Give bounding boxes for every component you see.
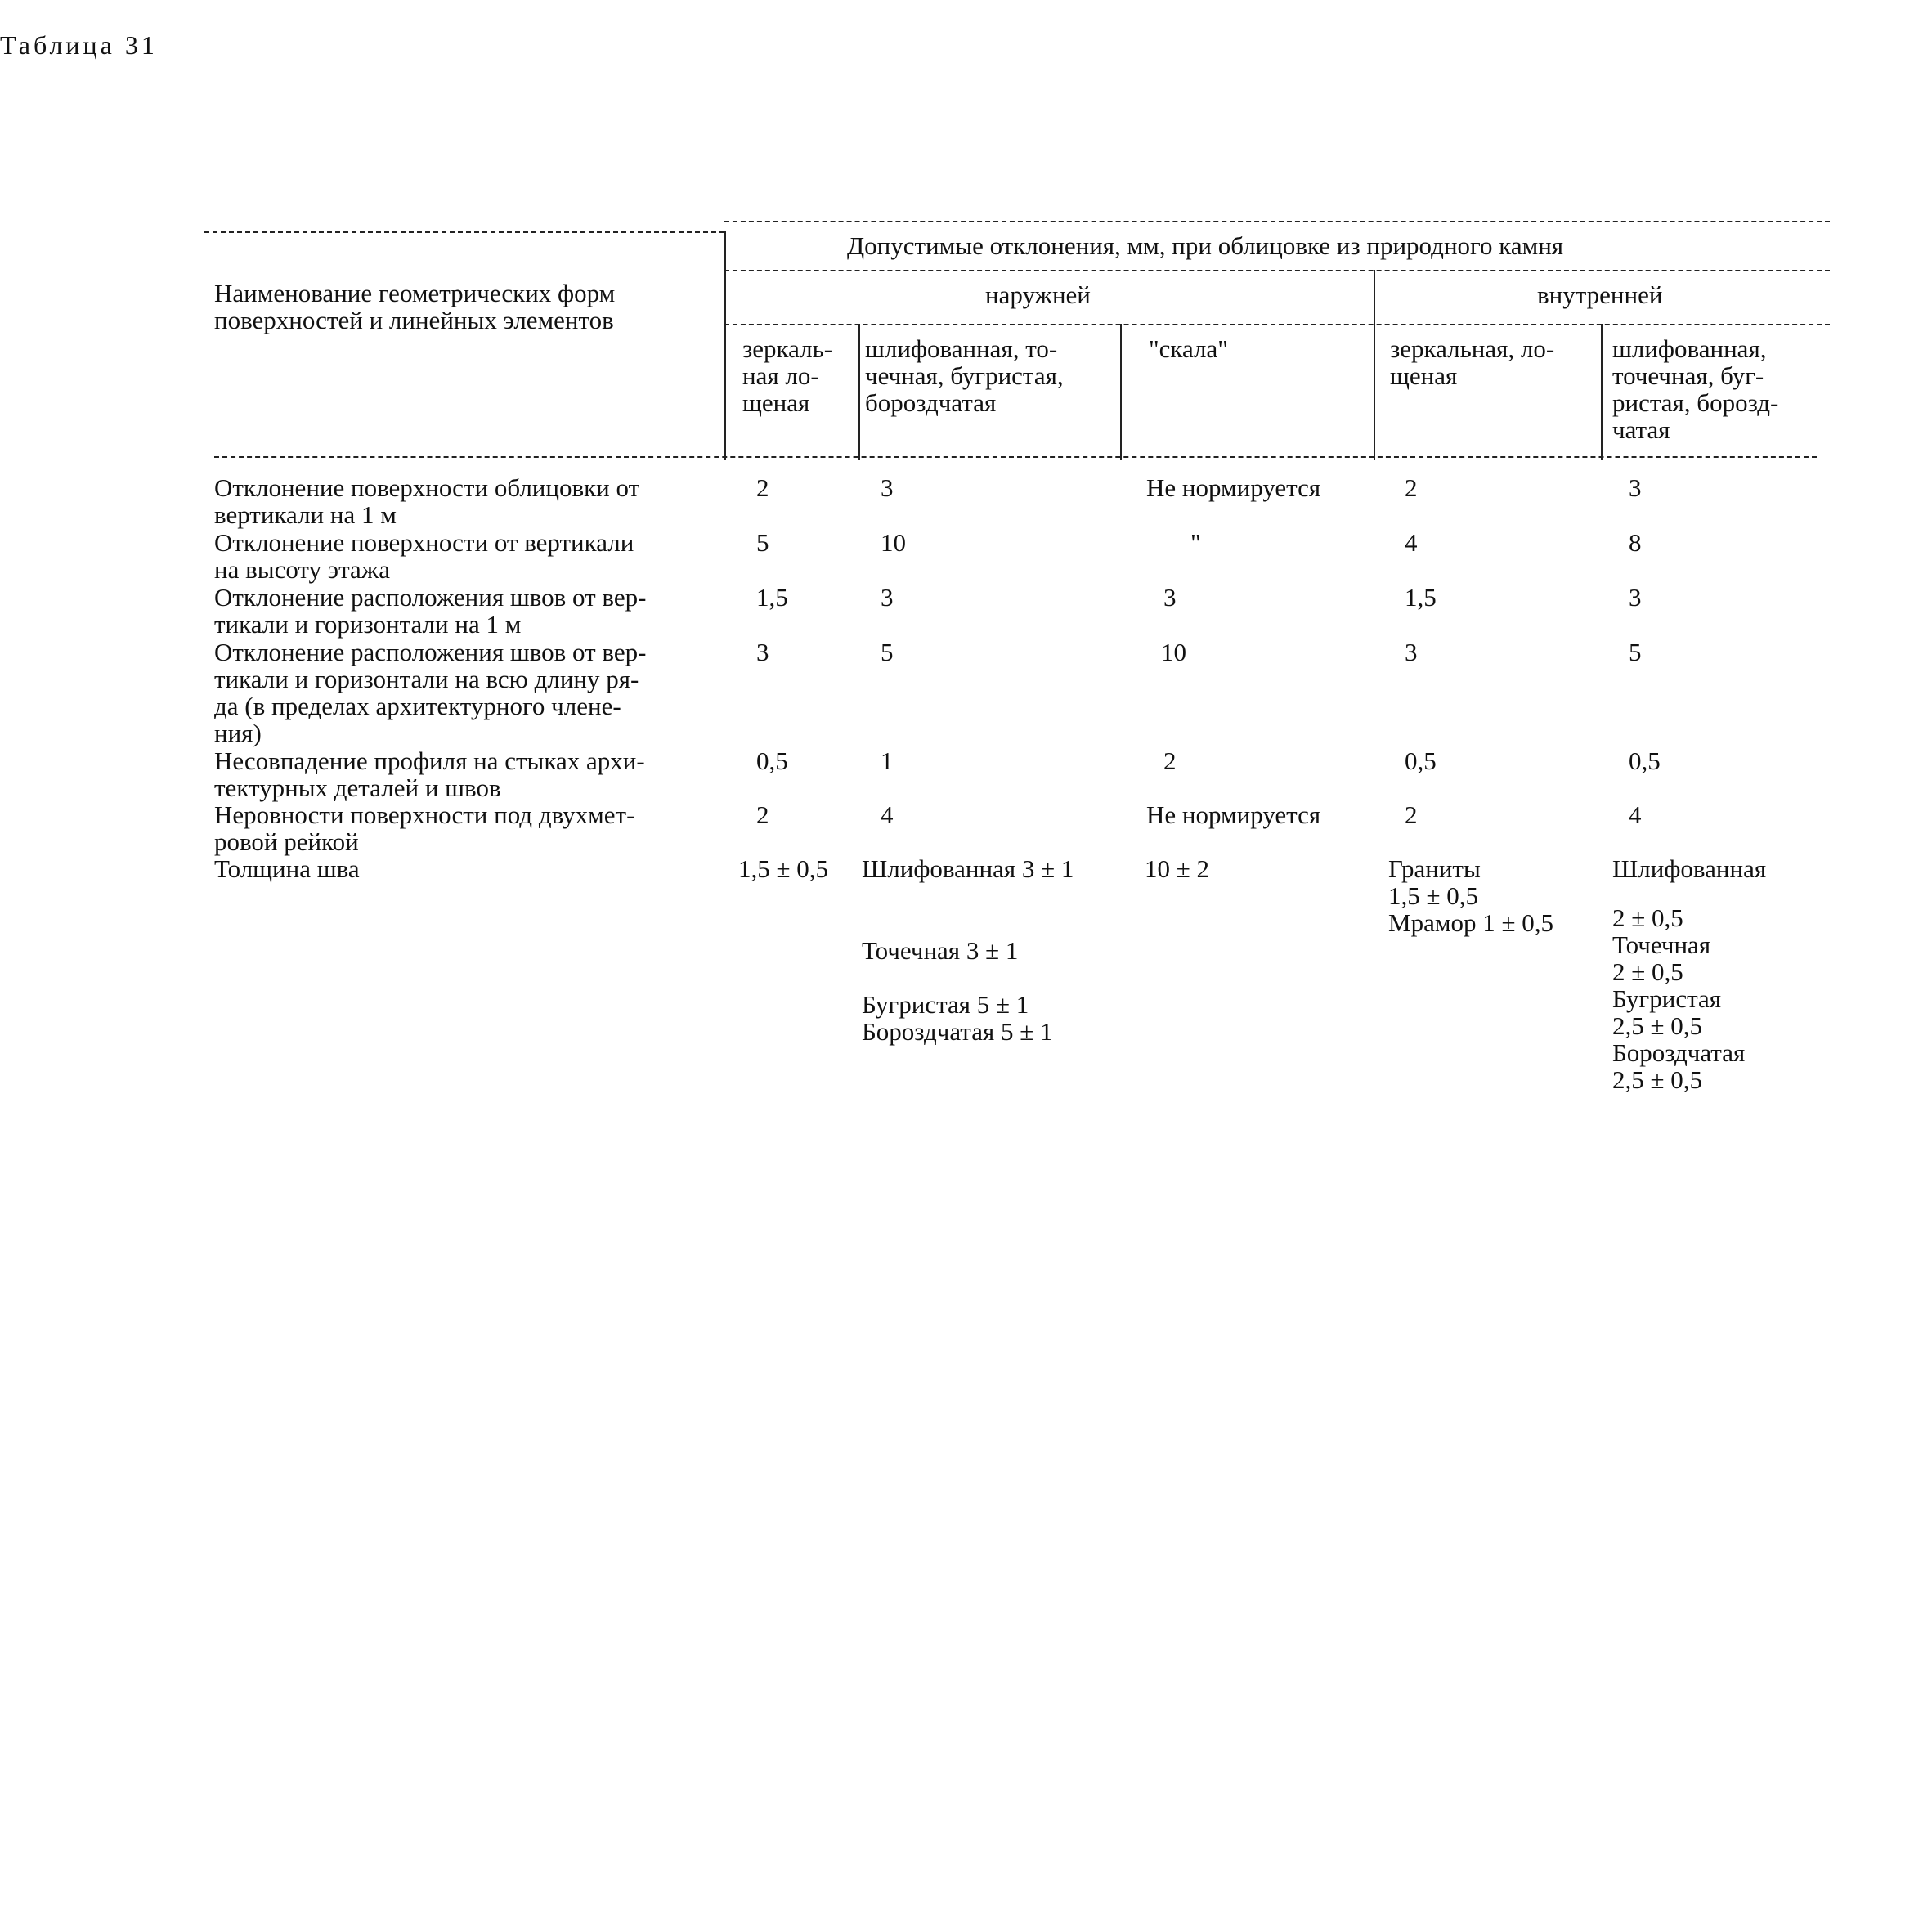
- row-name: Отклонение поверхности облицовки от вертикали на 1 м: [214, 473, 640, 529]
- inner-header: внутренней: [1537, 280, 1663, 309]
- cell-c2: 3: [881, 473, 894, 502]
- subheader-1: зеркаль- ная ло- щеная: [742, 334, 833, 417]
- cell-c3: Не нормируется: [1146, 473, 1321, 502]
- cell-c1: 5: [756, 528, 769, 557]
- cell-c5: 0,5: [1629, 746, 1661, 775]
- cell-c4: 1,5: [1405, 583, 1437, 612]
- cell-c1: 3: [756, 638, 769, 666]
- cell-c3: ": [1190, 528, 1201, 557]
- table-title: Таблица 31: [0, 30, 158, 60]
- row-name: Отклонение поверхности от вертикали на высоту этажа: [214, 528, 634, 584]
- cell-c4: 2: [1405, 473, 1418, 502]
- cell-c5: 3: [1629, 473, 1642, 502]
- subheader-2: шлифованная, то- чечная, бугристая, бороздчатая: [865, 334, 1064, 417]
- row-label-header: Наименование геометрических форм поверхностей и линейных элементов: [214, 279, 616, 334]
- header-bottom-rule: [214, 456, 1817, 458]
- table-top-rule: [204, 231, 724, 233]
- cell-c4: Граниты 1,5 ± 0,5 Мрамор 1 ± 0,5: [1388, 854, 1553, 937]
- cell-c4: 3: [1405, 638, 1418, 666]
- header-rule-3: [724, 324, 1830, 325]
- row-name: Толщина шва: [214, 854, 360, 883]
- cell-c2: 5: [881, 638, 894, 666]
- cell-c5: 5: [1629, 638, 1642, 666]
- cell-c1: 2: [756, 800, 769, 829]
- cell-c5-rest: 2 ± 0,5 Точечная 2 ± 0,5 Бугристая 2,5 ± 0,5 Бороздчатая 2,5 ± 0,5: [1612, 903, 1746, 1094]
- cell-c5: 3: [1629, 583, 1642, 612]
- cell-c2-tochechnaya: Точечная 3 ± 1: [862, 936, 1019, 965]
- subheader-4: зеркальная, ло- щеная: [1390, 334, 1555, 390]
- row-name: Отклонение расположения швов от вер- тикали и горизонтали на всю длину ря- да (в пределах архитектурного члене- ния): [214, 638, 647, 747]
- cell-c3: 10 ± 2: [1145, 854, 1210, 883]
- cell-c3: 10: [1161, 638, 1186, 666]
- main-header: Допустимые отклонения, мм, при облицовке из природного камня: [847, 231, 1564, 260]
- cell-c2: 1: [881, 746, 894, 775]
- cell-c2-rest: Бугристая 5 ± 1 Бороздчатая 5 ± 1: [862, 990, 1053, 1046]
- cell-c1: 1,5 ± 0,5: [738, 854, 829, 883]
- cell-c2: 4: [881, 800, 894, 829]
- row-name: Неровности поверхности под двухмет- ровой рейкой: [214, 800, 635, 856]
- cell-c5: 4: [1629, 800, 1642, 829]
- cell-c2: 3: [881, 583, 894, 612]
- cell-c3: 3: [1163, 583, 1177, 612]
- row-name: Несовпадение профиля на стыках архи- тектурных деталей и швов: [214, 746, 645, 802]
- table-top-rule-right: [724, 221, 1830, 222]
- header-rule-2: [724, 270, 1830, 271]
- cell-c4: 0,5: [1405, 746, 1437, 775]
- cell-c1: 1,5: [756, 583, 788, 612]
- cell-c2: 10: [881, 528, 906, 557]
- col-divider-5: [1601, 324, 1603, 460]
- outer-header: наружней: [985, 280, 1091, 309]
- cell-c4: 2: [1405, 800, 1418, 829]
- subheader-5: шлифованная, точечная, буг- ристая, борозд- чатая: [1612, 334, 1779, 444]
- cell-c5: Шлифованная: [1612, 854, 1767, 883]
- cell-c2: Шлифованная 3 ± 1: [862, 854, 1074, 883]
- row-name: Отклонение расположения швов от вер- тикали и горизонтали на 1 м: [214, 583, 647, 639]
- cell-c1: 0,5: [756, 746, 788, 775]
- cell-c4: 4: [1405, 528, 1418, 557]
- cell-c3: Не нормируется: [1146, 800, 1321, 829]
- col-divider-3: [1120, 324, 1122, 460]
- col-divider-1: [724, 231, 726, 460]
- cell-c5: 8: [1629, 528, 1642, 557]
- col-divider-4: [1374, 270, 1375, 460]
- cell-c3: 2: [1163, 746, 1177, 775]
- col-divider-2: [858, 324, 860, 460]
- cell-c1: 2: [756, 473, 769, 502]
- subheader-3: "скала": [1149, 334, 1228, 363]
